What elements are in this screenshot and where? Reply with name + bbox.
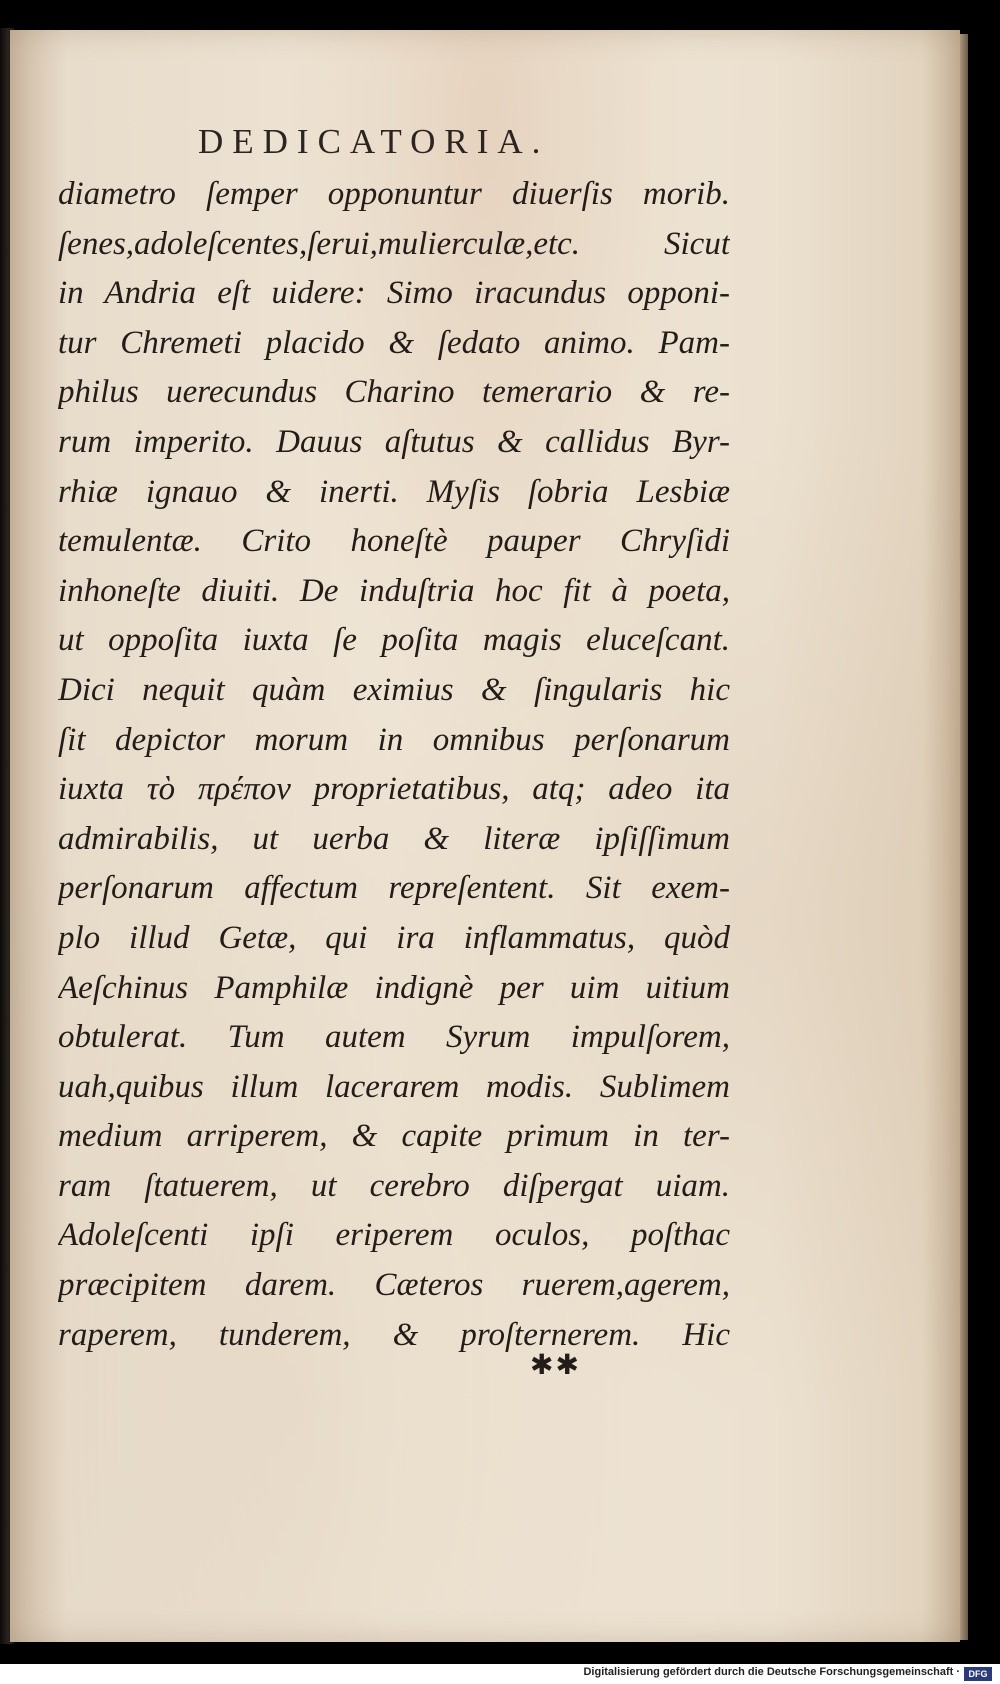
text-line: diametro ſemper opponuntur diuerſis morib. bbox=[58, 176, 730, 212]
text-line: Dici nequit quàm eximius & ſingularis hic bbox=[58, 671, 730, 708]
text-line: in Andria eſt uidere: Simo iracundus opponi- bbox=[58, 275, 730, 312]
text-line: uah,quibus illum lacerarem modis. Sublimem bbox=[58, 1068, 730, 1105]
footer-credit: Digitalisierung gefördert durch die Deutsche Forschungsgemeinschaft · bbox=[583, 1666, 960, 1678]
text-line: obtulerat. Tum autem Syrum impulſorem, bbox=[58, 1019, 730, 1056]
book-page bbox=[10, 30, 960, 1642]
text-line: admirabilis, ut uerba & literæ ipſiſſimum bbox=[58, 820, 730, 857]
text-line: rum imperito. Dauus aſtutus & callidus Byr- bbox=[58, 423, 730, 460]
text-line: plo illud Getæ, qui ira inflammatus, quòd bbox=[58, 919, 730, 956]
text-line: iuxta τὸ πρέπον proprietatibus, atq; adeo ita bbox=[58, 771, 730, 808]
text-line: inhoneſte diuiti. De induſtria hoc fit à poeta, bbox=[58, 572, 730, 609]
signature-mark: ✱✱ bbox=[530, 1348, 581, 1381]
footer-bar bbox=[0, 1664, 1000, 1684]
text-line: rhiæ ignauo & inerti. Myſis ſobria Lesbiæ bbox=[58, 473, 730, 510]
text-line: raperem, tunderem, & proſternerem. Hic bbox=[58, 1316, 730, 1353]
text-line: Adoleſcenti ipſi eriperem oculos, poſthac bbox=[58, 1217, 730, 1254]
text-block bbox=[58, 170, 730, 1360]
text-line: medium arriperem, & capite primum in ter- bbox=[58, 1118, 730, 1155]
dfg-logo: DFG bbox=[964, 1667, 992, 1681]
text-line: ram ſtatuerem, ut cerebro diſpergat uiam. bbox=[58, 1167, 730, 1204]
text-line: Aeſchinus Pamphilæ indignè per uim uitium bbox=[58, 969, 730, 1006]
text-line: philus uerecundus Charino temerario & re- bbox=[58, 374, 730, 411]
running-head: DEDICATORIA. bbox=[198, 122, 550, 161]
text-line: præcipitem darem. Cæteros ruerem,agerem, bbox=[58, 1267, 730, 1304]
text-line: ut oppoſita iuxta ſe poſita magis eluceſcant. bbox=[58, 622, 730, 659]
text-line: tur Chremeti placido & ſedato animo. Pam- bbox=[58, 324, 730, 361]
text-line: ſit depictor morum in omnibus perſonarum bbox=[58, 721, 730, 758]
signature-mark-row bbox=[530, 1348, 581, 1381]
text-line: temulentæ. Crito honeſtè pauper Chryſidi bbox=[58, 523, 730, 560]
text-line: ſenes,adoleſcentes,ſerui,mulierculæ,etc. Sicut bbox=[58, 225, 730, 262]
text-line: perſonarum affectum repreſentent. Sit exem- bbox=[58, 870, 730, 907]
